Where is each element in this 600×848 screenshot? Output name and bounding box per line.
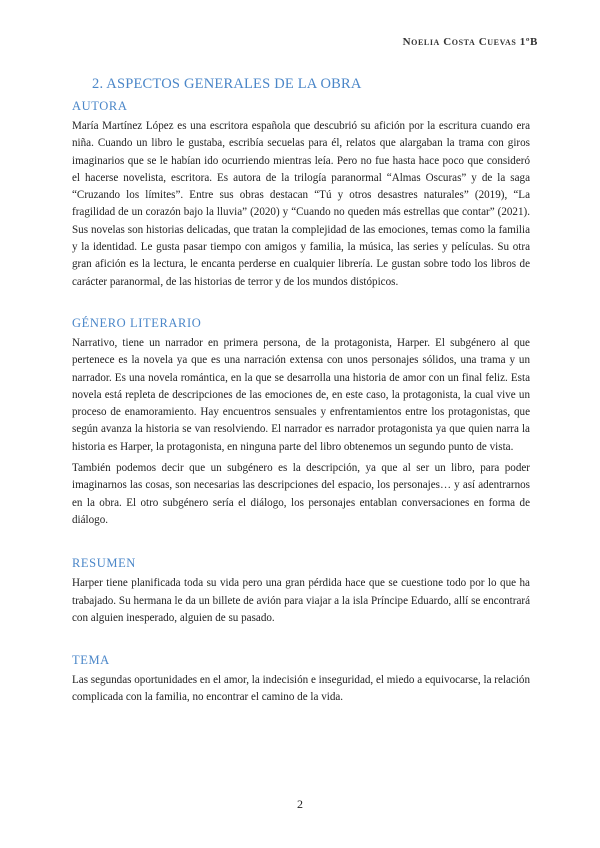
chapter-title: 2. ASPECTOS GENERALES DE LA OBRA <box>92 76 362 92</box>
section-title-tema: TEMA <box>72 653 110 668</box>
section-resumen <box>72 556 530 627</box>
section-title-genero-literario: GÉNERO LITERARIO <box>72 315 202 330</box>
document-body <box>72 76 530 707</box>
resumen-paragraph: Harper tiene planificada toda su vida pero una gran pérdida hace que se cuestione todo por lo que ha trabajado. Su hermana le da un billete de avión para viajar a la isla Príncipe Eduardo, allí se encontrará con alguien inesperado, alguien de su pasado. <box>72 577 530 624</box>
autora-paragraph: María Martínez López es una escritora española que descubrió su afición por la escritura cuando era niña. Cuando un libro le gustaba, escribía secuelas para él, relatos que alargaban la trama con giros imaginarios que se le habían ido ocurriendo mientras leía. Pero no fue hasta hace poco que consideró el hacerse novelista, escritora. Es autora de la trilogía paranormal “Almas Oscuras” y de la saga “Cruzando los límites”. Entre sus obras destacan “Tú y otros desastres naturales” (2019), “La fragilidad de un corazón bajo la lluvia” (2020) y “Cuando no queden más estrellas que contar” (2021). Sus novelas son historias delicadas, que tratan la complejidad de las emociones, temas como la familia y la identidad. Le gusta pasar tiempo con amigos y familia, la música, las series y películas. Su otra gran afición es la lectura, le encanta perderse en cualquier librería. Le gustan sobre todo los libros de carácter paranormal, de las historias de terror y de los mundos distópicos. <box>72 120 530 288</box>
genero-paragraph-1: Narrativo, tiene un narrador en primera persona, de la protagonista, Harper. El subgénero al que pertenece es la novela ya que es una narración extensa con unos personajes sólidos, una trama y un narrador. Es una novela romántica, en la que se desarrolla una historia de amor con un final feliz. Esta novela está repleta de descripciones de las emociones de, en este caso, la protagonista, la cual vive un proceso de enamoramiento. Hay encuentros sensuales y enfrentamientos entre los protagonistas, que según avanza la historia se van resolviendo. El narrador es narrador protagonista ya que quien narra la historia es Harper, la protagonista, en ninguna parte del libro obtenemos un segundo punto de vista. <box>72 336 530 453</box>
section-title-resumen: RESUMEN <box>72 556 136 571</box>
tema-paragraph: Las segundas oportunidades en el amor, la indecisión e inseguridad, el miedo a equivocarse, la relación complicada con la familia, no encontrar el camino de la vida. <box>72 674 530 704</box>
section-title-autora: AUTORA <box>72 99 128 113</box>
genero-paragraph-2: También podemos decir que un subgénero es la descripción, ya que al ser un libro, para poder imaginarnos las cosas, son necesarias las descripciones del espacio, los personajes… y así adentrarnos en la obra. El otro subgénero sería el diálogo, los personajes entablan conversaciones en forma de diálogo. <box>72 462 530 526</box>
page-number: 2 <box>297 797 303 811</box>
page-header-author: Noelia Costa Cuevas 1ºB <box>402 36 538 48</box>
section-genero-literario <box>72 316 530 529</box>
section-autora <box>72 99 530 291</box>
section-tema <box>72 653 530 707</box>
